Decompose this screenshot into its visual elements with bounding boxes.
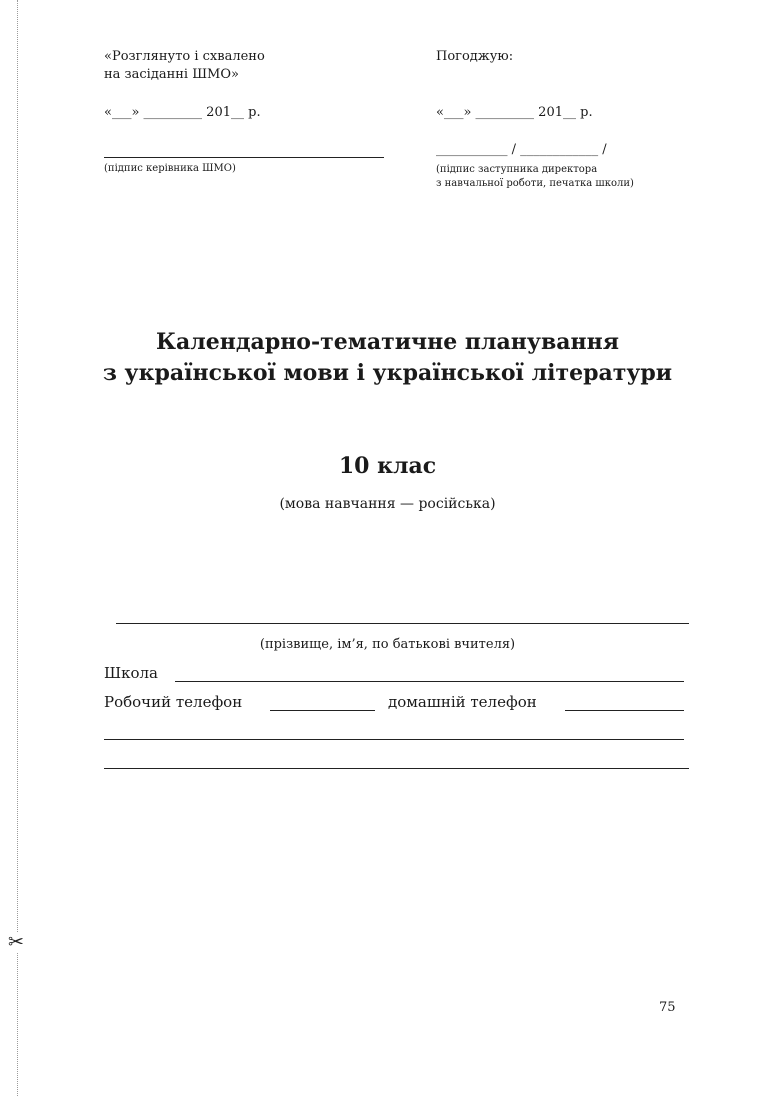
deputy-caption-2: з навчальної роботи, печатка школи) (436, 178, 634, 189)
approval-line-2: на засіданні ШМО» (104, 67, 239, 82)
approval-date: «___» _________ 201__ р. (104, 105, 261, 120)
teacher-caption: (прізвище, ім’я, по батькові вчителя) (259, 637, 516, 652)
title-line-1: Календарно-тематичне планування (156, 329, 619, 355)
teacher-name-line (116, 623, 689, 624)
deputy-caption-1: (підпис заступника директора (436, 164, 598, 175)
head-signature-caption: (підпис керівника ШМО) (104, 163, 236, 174)
scissors-icon: ✂ (8, 931, 24, 953)
home-phone-label: домашній телефон (388, 693, 537, 711)
school-field-line (175, 681, 684, 682)
grade-heading: 10 клас (338, 453, 437, 479)
agreement-date: «___» _________ 201__ р. (436, 105, 593, 120)
agreement-heading: Погоджую: (436, 49, 514, 64)
home-phone-line (565, 710, 684, 711)
school-label: Школа (104, 664, 158, 682)
head-signature-line (104, 157, 384, 158)
language-note: (мова навчання — російська) (279, 496, 496, 512)
page-number: 75 (659, 1000, 676, 1015)
approval-line-1: «Розглянуто і схвалено (104, 49, 265, 64)
deputy-signature-line: ___________ / ____________ / (436, 142, 607, 157)
work-phone-label: Робочий телефон (104, 693, 243, 711)
blank-line-2 (104, 768, 689, 769)
blank-line-1 (104, 739, 684, 740)
title-line-2: з української мови і української літератури (102, 360, 673, 386)
work-phone-line (270, 710, 375, 711)
